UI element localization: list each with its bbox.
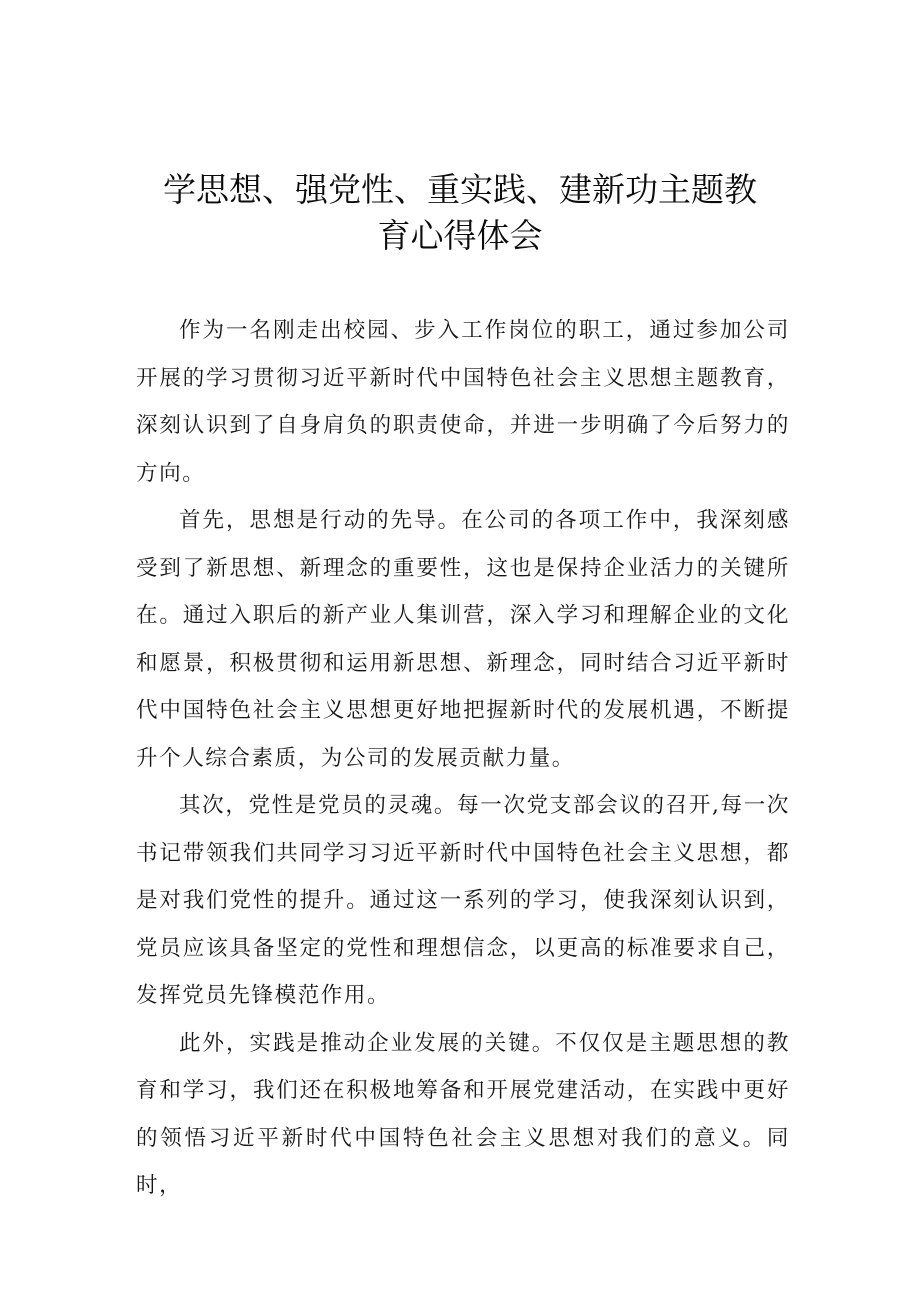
document-body [136,307,790,1210]
paragraph-thought: 首先，思想是行动的先导。在公司的各项工作中，我深刻感受到了新思想、新理念的重要性，这也是保持企业活力的关键所在。通过入职后的新产业人集训营，深入学习和理解企业的文化和愿景，积极贯彻和运用新思想、新理念，同时结合习近平新时代中国特色社会主义思想更好地把握新时代的发展机遇，不断提升个人综合素质，为公司的发展贡献力量。 [136,508,790,771]
paragraph-practice: 此外，实践是推动企业发展的关键。不仅仅是主题思想的教育和学习，我们还在积极地筹备和开展党建活动，在实践中更好的领悟习近平新时代中国特色社会主义思想对我们的意义。同时， [136,1030,790,1198]
paragraph-party-spirit: 其次，党性是党员的灵魂。每一次党支部会议的召开,每一次书记带领我们共同学习习近平新时代中国特色社会主义思想，都是对我们党性的提升。通过这一系列的学习，使我深刻认识到，党员应该具备坚定的党性和理想信念，以更高的标准要求自己，发挥党员先锋模范作用。 [136,793,790,1008]
document-title-line-1: 学思想、强党性、重实践、建新功主题教 [163,170,757,209]
paragraph-intro: 作为一名刚走出校园、步入工作岗位的职工，通过参加公司开展的学习贯彻习近平新时代中国特色社会主义思想主题教育，深刻认识到了自身肩负的职责使命，并进一步明确了今后努力的方向。 [136,318,790,486]
document-title-line-2: 育心得体会 [377,216,543,255]
